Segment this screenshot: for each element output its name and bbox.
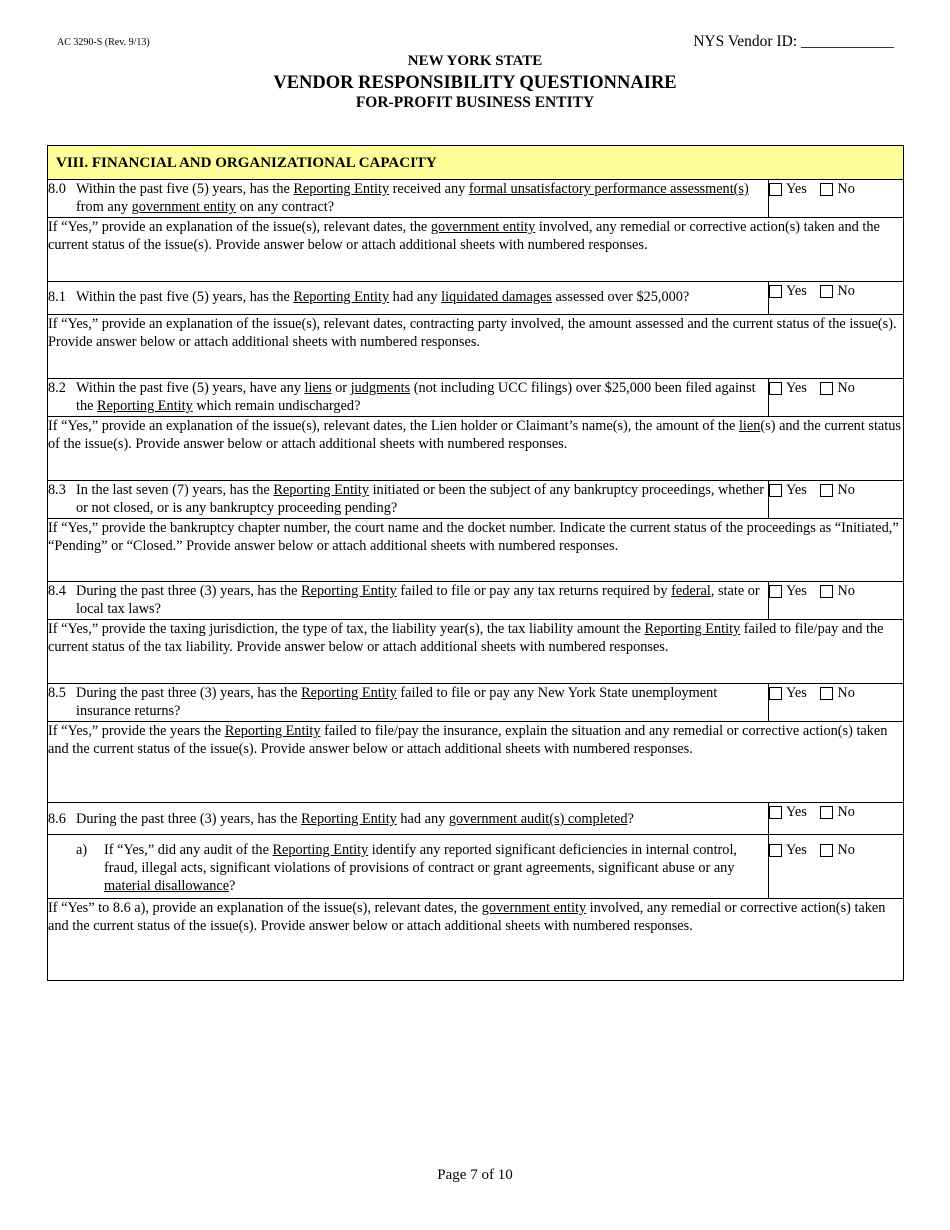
yes-no-cell: [769, 835, 904, 899]
no-option[interactable]: No: [820, 379, 854, 397]
page-number: Page 7 of 10: [437, 1167, 513, 1183]
yes-option[interactable]: Yes: [769, 379, 807, 397]
yes-checkbox[interactable]: [769, 285, 782, 298]
yes-no-cell: [769, 684, 904, 722]
sub-question-label: a): [76, 842, 88, 858]
question-text: During the past three (3) years, has the Reporting Entity failed to file or pay any New York State unemployment insurance returns?: [76, 685, 718, 719]
question-cell: [48, 481, 769, 519]
no-checkbox[interactable]: [820, 183, 833, 196]
explanation-area[interactable]: If “Yes,” provide the taxing jurisdiction, the type of tax, the liability year(s), the tax liability amount the Reporting Entity failed to file/pay and the current status of the tax liability. Provide answer below or attach additional sheets with numbered responses.: [48, 620, 904, 684]
explanation-row-8-4: [48, 620, 904, 684]
question-row-8-1: [48, 282, 904, 315]
no-option[interactable]: No: [820, 582, 854, 600]
question-row-8-0: [48, 180, 904, 218]
section-header-row: [48, 146, 904, 180]
question-number: 8.3: [48, 482, 66, 498]
question-number: 8.6: [48, 811, 66, 827]
no-checkbox[interactable]: [820, 382, 833, 395]
no-option[interactable]: No: [820, 481, 854, 499]
question-row-8-6-a: [48, 835, 904, 899]
question-number: 8.2: [48, 380, 66, 396]
question-text: Within the past five (5) years, have any liens or judgments (not including UCC filings) over $25,000 been filed against the Reporting Entity which remain undischarged?: [76, 380, 756, 414]
yes-checkbox[interactable]: [769, 183, 782, 196]
no-checkbox[interactable]: [820, 687, 833, 700]
yes-option[interactable]: Yes: [769, 684, 807, 702]
question-cell: [48, 282, 769, 315]
yes-no-cell: [769, 180, 904, 218]
yes-option[interactable]: Yes: [769, 180, 807, 198]
question-number: 8.5: [48, 685, 66, 701]
question-row-8-6: [48, 803, 904, 835]
form-code: AC 3290-S (Rev. 9/13): [57, 37, 150, 48]
explanation-row-8-5: [48, 722, 904, 803]
no-checkbox[interactable]: [820, 844, 833, 857]
yes-option[interactable]: Yes: [769, 282, 807, 300]
yes-checkbox[interactable]: [769, 382, 782, 395]
vendor-id-field[interactable]: NYS Vendor ID: ____________: [693, 33, 894, 50]
no-checkbox[interactable]: [820, 484, 833, 497]
yes-option[interactable]: Yes: [769, 841, 807, 859]
section-title: VIII. FINANCIAL AND ORGANIZATIONAL CAPACITY: [48, 146, 904, 180]
yes-option[interactable]: Yes: [769, 803, 807, 821]
no-checkbox[interactable]: [820, 806, 833, 819]
question-text: Within the past five (5) years, has the Reporting Entity received any formal unsatisfactory performance assessment(s) from any government entity on any contract?: [76, 181, 749, 215]
yes-checkbox[interactable]: [769, 484, 782, 497]
explanation-row-8-1: [48, 315, 904, 379]
yes-no-cell: [769, 582, 904, 620]
question-text: Within the past five (5) years, has the Reporting Entity had any liquidated damages assessed over $25,000?: [76, 289, 690, 305]
question-number: 8.4: [48, 583, 66, 599]
yes-option[interactable]: Yes: [769, 481, 807, 499]
title-state: NEW YORK STATE: [407, 53, 543, 69]
yes-no-cell: [769, 481, 904, 519]
explanation-area[interactable]: If “Yes,” provide the years the Reporting Entity failed to file/pay the insurance, explain the situation and any remedial or corrective action(s) taken and the current status of the issue(s). Provide answer below or attach additional sheets with numbered responses.: [48, 722, 904, 803]
no-checkbox[interactable]: [820, 585, 833, 598]
question-row-8-4: [48, 582, 904, 620]
explanation-area[interactable]: If “Yes” to 8.6 a), provide an explanation of the issue(s), relevant dates, the government entity involved, any remedial or corrective action(s) taken and the current status of the issue(s). Provide answer below or attach additional sheets with numbered responses.: [48, 899, 904, 981]
question-cell: [48, 180, 769, 218]
yes-option[interactable]: Yes: [769, 582, 807, 600]
yes-checkbox[interactable]: [769, 806, 782, 819]
question-cell: [48, 379, 769, 417]
question-cell: [48, 835, 769, 899]
question-cell: [48, 684, 769, 722]
yes-no-cell: [769, 803, 904, 835]
question-text: During the past three (3) years, has the Reporting Entity failed to file or pay any tax returns required by federal, state or local tax laws?: [76, 583, 760, 617]
question-row-8-3: [48, 481, 904, 519]
explanation-row-8-2: [48, 417, 904, 481]
question-text: During the past three (3) years, has the Reporting Entity had any government audit(s) completed?: [76, 811, 634, 827]
no-option[interactable]: No: [820, 841, 854, 859]
no-option[interactable]: No: [820, 180, 854, 198]
question-number: 8.1: [48, 289, 66, 305]
questionnaire-table: [47, 145, 904, 981]
no-checkbox[interactable]: [820, 285, 833, 298]
yes-checkbox[interactable]: [769, 585, 782, 598]
title-questionnaire: VENDOR RESPONSIBILITY QUESTIONNAIRE: [273, 73, 677, 93]
question-cell: [48, 803, 769, 835]
explanation-area[interactable]: If “Yes,” provide the bankruptcy chapter number, the court name and the docket number. Indicate the current status of the proceedings as “Initiated,” “Pending” or “Closed.” Provide answer below or attach additional sheets with numbered responses.: [48, 519, 904, 582]
question-cell: [48, 582, 769, 620]
yes-checkbox[interactable]: [769, 687, 782, 700]
question-text: In the last seven (7) years, has the Reporting Entity initiated or been the subject of any bankruptcy proceedings, whether or not closed, or is any bankruptcy proceeding pending?: [76, 482, 765, 516]
yes-no-cell: [769, 379, 904, 417]
no-option[interactable]: No: [820, 803, 854, 821]
page-title-block: [0, 52, 950, 112]
no-option[interactable]: No: [820, 684, 854, 702]
question-row-8-5: [48, 684, 904, 722]
explanation-row-8-3: [48, 519, 904, 582]
yes-no-cell: [769, 282, 904, 315]
no-option[interactable]: No: [820, 282, 854, 300]
sub-question-text: If “Yes,” did any audit of the Reporting Entity identify any reported significant deficiencies in internal control, fraud, illegal acts, significant violations of provisions of contract or grant agreements, significant abuse or any material disallowance?: [104, 842, 737, 894]
yes-checkbox[interactable]: [769, 844, 782, 857]
explanation-row-8-6: [48, 899, 904, 981]
explanation-row-8-0: [48, 218, 904, 282]
explanation-area[interactable]: If “Yes,” provide an explanation of the issue(s), relevant dates, the government entity involved, any remedial or corrective action(s) taken and the current status of the issue(s). Provide answer below or attach additional sheets with numbered responses.: [48, 218, 904, 282]
explanation-area[interactable]: If “Yes,” provide an explanation of the issue(s), relevant dates, contracting party involved, the amount assessed and the current status of the issue(s). Provide answer below or attach additional sheets with numbered responses.: [48, 315, 904, 379]
title-entity-type: FOR-PROFIT BUSINESS ENTITY: [355, 94, 595, 111]
question-row-8-2: [48, 379, 904, 417]
explanation-area[interactable]: If “Yes,” provide an explanation of the issue(s), relevant dates, the Lien holder or Claimant’s name(s), the amount of the lien(s) and the current status of the issue(s). Provide answer below or attach additional sheets with numbered responses.: [48, 417, 904, 481]
question-number: 8.0: [48, 181, 66, 197]
